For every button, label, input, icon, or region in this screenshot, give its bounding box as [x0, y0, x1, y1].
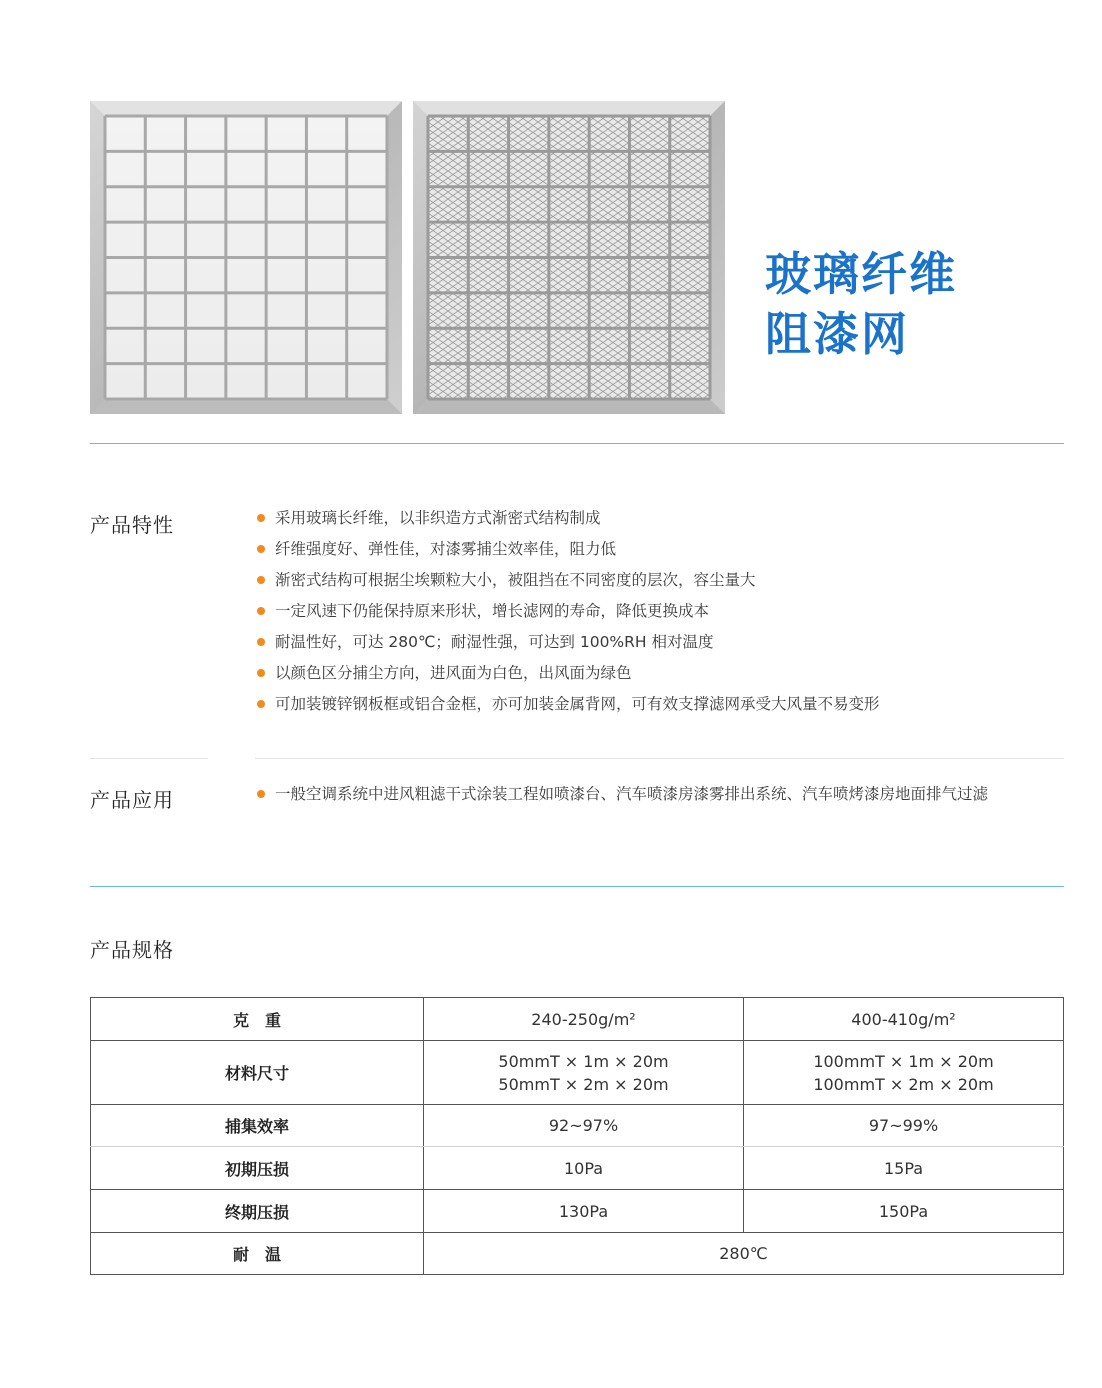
bullet-dot-icon: [257, 638, 265, 646]
application-list: [255, 779, 1065, 810]
cell-value: 280℃: [424, 1233, 1064, 1275]
feature-item: 耐温性好，可达 280℃；耐湿性强，可达到 100%RH 相对温度: [255, 627, 880, 658]
row-label: 终期压损: [91, 1190, 424, 1233]
label-divider: [90, 758, 208, 759]
feature-item: 渐密式结构可根据尘埃颗粒大小，被阻挡在不同密度的层次，容尘量大: [255, 565, 880, 596]
bullet-dot-icon: [257, 607, 265, 615]
cell-value: 97~99%: [744, 1105, 1064, 1147]
row-label: 捕集效率: [91, 1105, 424, 1147]
cell-value: 130Pa: [424, 1190, 744, 1233]
table-row: [91, 998, 1064, 1041]
table-row: [91, 1190, 1064, 1233]
section-divider: [90, 443, 1064, 444]
white-filter-panel-image: [90, 101, 402, 414]
row-label: 克 重: [91, 998, 424, 1041]
cell-value: 240-250g/m²: [424, 998, 744, 1041]
cell-value: 10Pa: [424, 1147, 744, 1190]
feature-item: 以颜色区分捕尘方向，进风面为白色，出风面为绿色: [255, 658, 880, 689]
cell-value: 50mmT × 1m × 20m 50mmT × 2m × 20m: [424, 1041, 744, 1105]
feature-item: 纤维强度好、弹性佳，对漆雾捕尘效率佳，阻力低: [255, 534, 880, 565]
bullet-dot-icon: [257, 669, 265, 677]
cell-value: 15Pa: [744, 1147, 1064, 1190]
table-row: [91, 1147, 1064, 1190]
application-heading: 产品应用: [90, 788, 174, 812]
mesh-filter-panel-image: [413, 101, 725, 414]
cell-value: 400-410g/m²: [744, 998, 1064, 1041]
table-row: [91, 1105, 1064, 1147]
row-label: 耐 温: [91, 1233, 424, 1275]
spec-table: [90, 997, 1064, 1275]
feature-item: 一定风速下仍能保持原来形状，增长滤网的寿命，降低更换成本: [255, 596, 880, 627]
feature-item: 采用玻璃长纤维，以非织造方式渐密式结构制成: [255, 503, 880, 534]
row-label: 初期压损: [91, 1147, 424, 1190]
bullet-dot-icon: [257, 576, 265, 584]
features-heading: 产品特性: [90, 513, 174, 537]
product-title-line1: 玻璃纤维: [765, 247, 957, 301]
product-title-line2: 阻漆网: [765, 307, 909, 361]
bullet-dot-icon: [257, 545, 265, 553]
cell-value: 150Pa: [744, 1190, 1064, 1233]
bullet-dot-icon: [257, 514, 265, 522]
bullet-dot-icon: [257, 790, 265, 798]
table-row: [91, 1041, 1064, 1105]
bullet-dot-icon: [257, 700, 265, 708]
row-label: 材料尺寸: [91, 1041, 424, 1105]
application-item: 一般空调系统中进风粗滤干式涂装工程如喷漆台、汽车喷漆房漆雾排出系统、汽车喷烤漆房地面排气过滤: [255, 779, 1065, 810]
table-row: [91, 1233, 1064, 1275]
cell-value: 92~97%: [424, 1105, 744, 1147]
feature-item: 可加装镀锌钢板框或铝合金框，亦可加装金属背网，可有效支撑滤网承受大风量不易变形: [255, 689, 880, 720]
content-divider: [255, 758, 1064, 759]
features-list: [255, 503, 880, 720]
section-divider: [90, 886, 1064, 887]
specs-heading: 产品规格: [90, 938, 174, 962]
cell-value: 100mmT × 1m × 20m 100mmT × 2m × 20m: [744, 1041, 1064, 1105]
product-title: [765, 244, 957, 364]
